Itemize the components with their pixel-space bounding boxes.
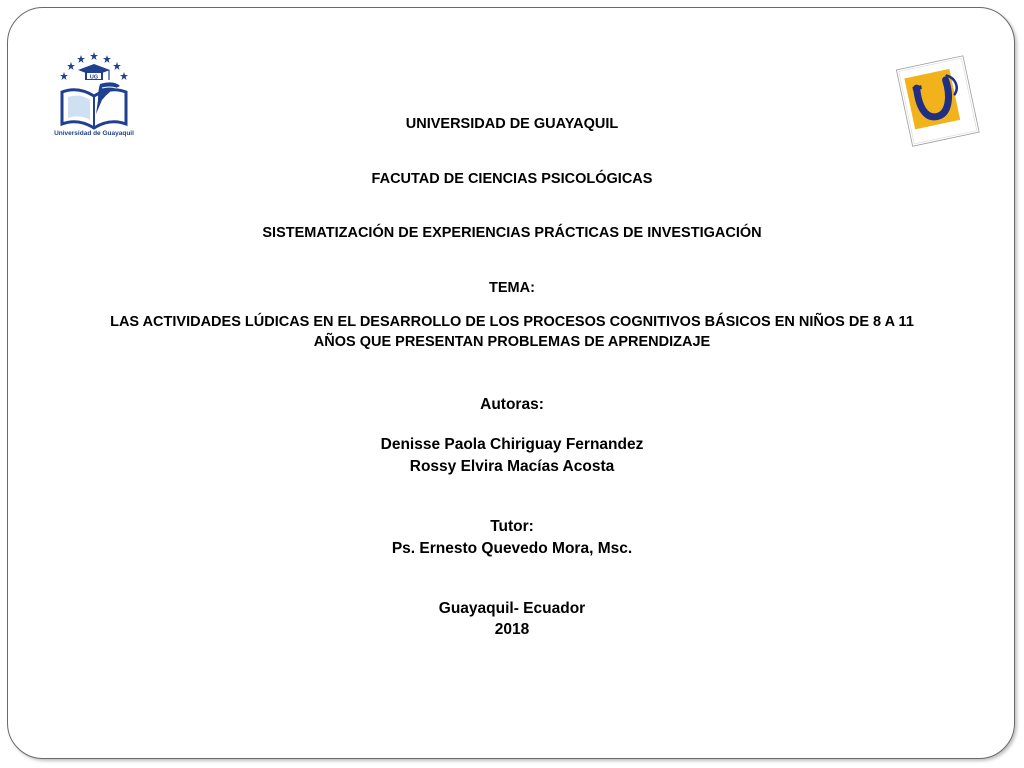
tutor-label: Tutor: [490,518,534,535]
place: Guayaquil- Ecuador [438,600,586,617]
year: 2018 [494,621,530,638]
faculty-u-logo-icon [894,52,982,152]
author-2: Rossy Elvira Macías Acosta [409,458,615,475]
university-name: UNIVERSIDAD DE GUAYAQUIL [405,116,619,132]
tutor-name: Ps. Ernesto Quevedo Mora, Msc. [391,540,633,557]
university-logo-caption: Universidad de Guayaquil [54,130,134,137]
topic-line-2: AÑOS QUE PRESENTAN PROBLEMAS DE APRENDIZAJE [313,334,711,350]
program-title: SISTEMATIZACIÓN DE EXPERIENCIAS PRÁCTICAS DE INVESTIGACIÓN [262,225,762,241]
authors-label: Autoras: [480,396,544,413]
svg-text:UG: UG [89,74,99,81]
topic-label: TEMA: [489,280,535,296]
faculty-name: FACUTAD DE CIENCIAS PSICOLÓGICAS [371,171,653,187]
topic-line-1: LAS ACTIVIDADES LÚDICAS EN EL DESARROLLO DE LOS PROCESOS COGNITIVOS BÁSICOS EN NIÑOS DE 8 A 11 [110,314,914,330]
author-1: Denisse Paola Chiriguay Fernandez [380,436,644,453]
